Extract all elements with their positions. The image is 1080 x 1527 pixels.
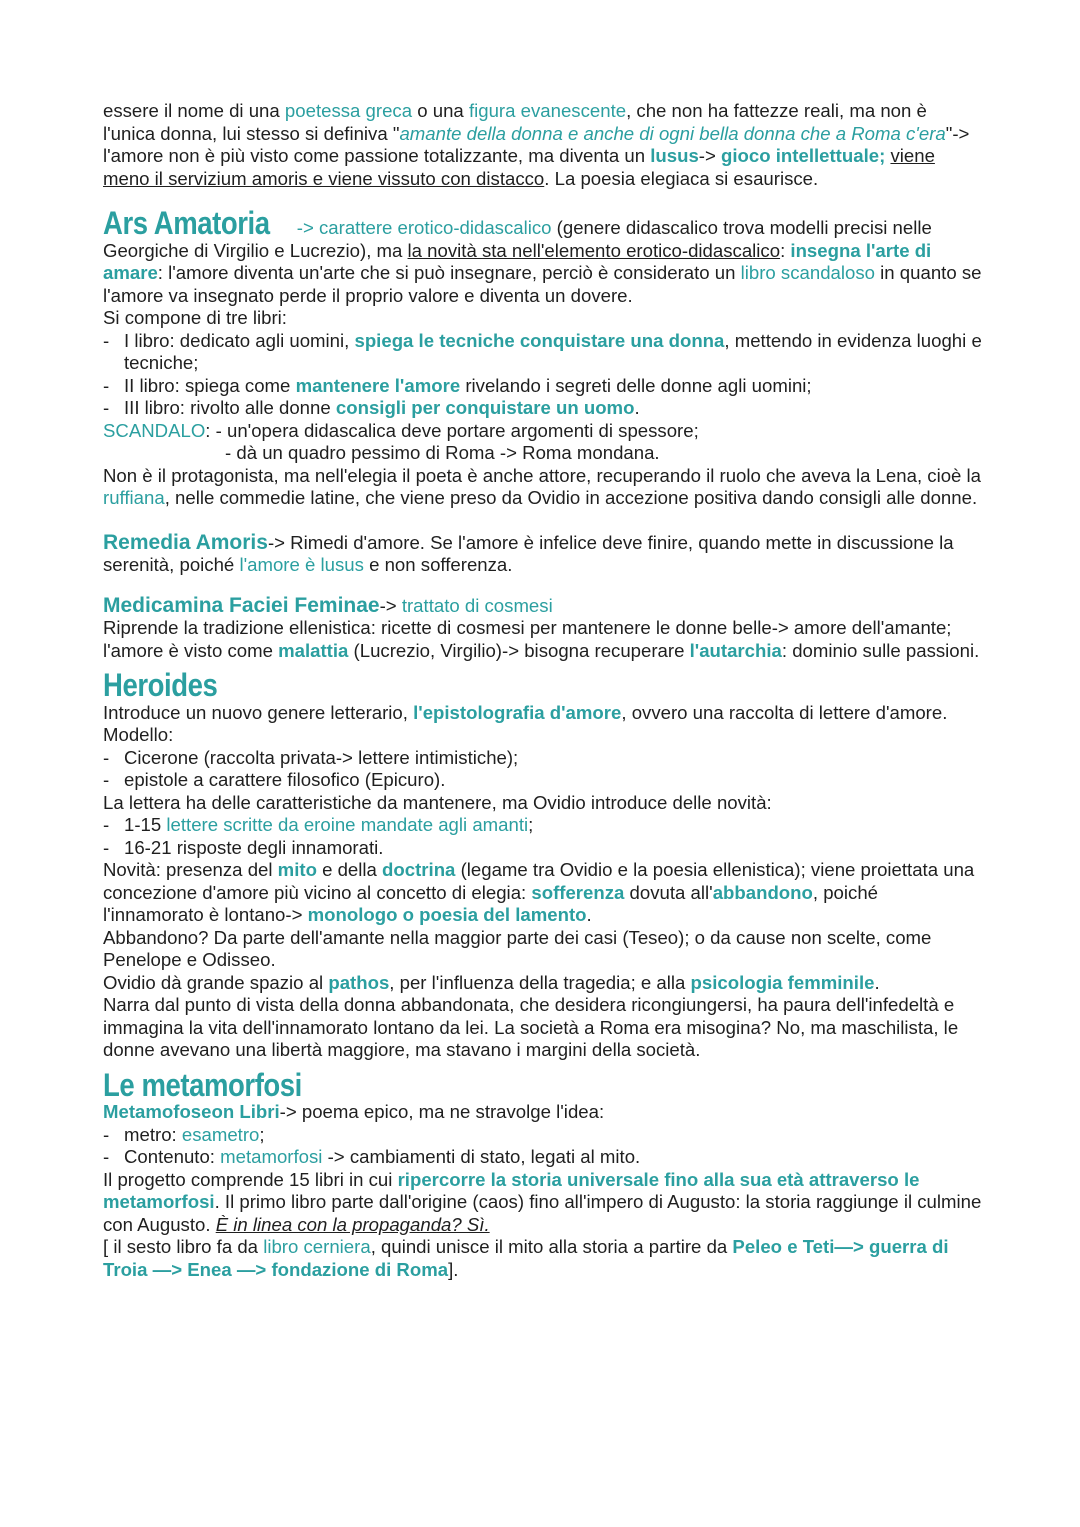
highlight: poetessa greca xyxy=(284,100,413,121)
scandalo-line xyxy=(103,420,983,443)
text: : xyxy=(780,239,791,261)
list-item: - 1-15 lettere scritte da eroine mandate agli amanti; xyxy=(103,814,983,837)
list-item: - Contenuto: metamorfosi -> cambiamenti di stato, legati al mito. xyxy=(103,1146,983,1169)
quote: amante della donna e anche di ogni bella donna che a Roma c'era xyxy=(399,122,946,144)
highlight: libro cerniera xyxy=(263,1236,371,1257)
highlight: l'amore è lusus xyxy=(239,554,364,575)
text: : l'amore diventa un'arte che si può insegnare, perciò è considerato un xyxy=(157,262,741,283)
keyword: mantenere l'amore xyxy=(295,374,461,396)
keyword: l'autarchia xyxy=(689,639,782,661)
text: o una xyxy=(412,100,469,121)
keyword: gioco intellettuale; xyxy=(721,145,886,166)
highlight: libro scandaloso xyxy=(740,262,875,283)
keyword: mito xyxy=(277,859,317,880)
list-item: - 16-21 risposte degli innamorati. xyxy=(103,837,983,860)
ars-amatoria-section xyxy=(103,205,983,307)
metamorfosi-list xyxy=(103,1124,983,1169)
heroides-heading xyxy=(103,667,983,703)
keyword: spiega le tecniche conquistare una donna xyxy=(354,329,725,351)
metamorfosi-progetto: Il progetto comprende 15 libri in cui ripercorre la storia universale fino alla sua età attraverso le metamorfosi. Il primo libro parte dall'origine (caos) fino all'impero di Augusto: la storia raggiunge il culmine con Augusto. È in linea con la propaganda? Sì. xyxy=(103,1168,982,1235)
text: . La poesia elegiaca si esaurisce. xyxy=(544,167,819,189)
highlight: ruffiana xyxy=(103,487,165,508)
list-item: - II libro: spiega come mantenere l'amore rivelando i segreti delle donne agli uomini; xyxy=(103,375,983,398)
keyword: insegna l'arte di amare xyxy=(103,239,932,283)
text: "-> l'amore non è più visto come passione totalizzante, ma diventa un xyxy=(103,122,970,166)
highlight: trattato di cosmesi xyxy=(401,594,553,616)
section-title: Heroides xyxy=(103,667,218,703)
text: Abbandono? Da parte dell'amante nella maggior parte dei casi (Teseo); o da cause non scelte, come Penelope e Odisseo. xyxy=(103,926,932,970)
keyword: Peleo e Teti—> guerra di Troia —> Enea —> fondazione di Roma xyxy=(103,1236,949,1280)
heroides-novita: Novità: presenza del mito e della doctrina (legame tra Ovidio e la poesia ellenistica); viene proiettata una concezione d'amore più vicino al concetto di elegia: sofferenza dovuta all'abbandono, poiché l'innamorato è lontano-> monologo o poesia del lamento. xyxy=(103,859,975,925)
novita-list xyxy=(103,814,983,859)
scandalo-line-2: - dà un quadro pessimo di Roma -> Roma mondana. xyxy=(225,442,660,463)
modelli-list xyxy=(103,747,983,792)
metamorfosi-heading xyxy=(103,1066,983,1103)
text: essere il nome di una xyxy=(103,100,285,121)
keyword: Metamofoseon Libri xyxy=(103,1101,280,1122)
keyword: consigli per conquistare un uomo xyxy=(335,397,635,418)
heroides-intro: Introduce un nuovo genere letterario, l'epistolografia d'amore, ovvero una raccolta di lettere d'amore. Modello: xyxy=(103,701,948,745)
highlight: carattere erotico-didascalico xyxy=(318,217,552,238)
document-page xyxy=(103,100,983,1281)
list-item: - I libro: dedicato agli uomini, spiega le tecniche conquistare una donna, mettendo in evidenza luoghi e tecniche; xyxy=(103,330,983,375)
keyword: abbandono xyxy=(712,881,813,903)
text: (genere didascalico trova modelli precisi nelle Georgiche di Virgilio e Lucrezio), ma xyxy=(103,217,932,261)
metamorfosi-intro: Metamofoseon Libri-> poema epico, ma ne stravolge l'idea: xyxy=(103,1101,605,1122)
keyword: malattia xyxy=(278,639,349,661)
highlight: SCANDALO xyxy=(103,419,206,441)
intro-paragraph xyxy=(103,100,983,190)
metamorfosi-cerniera: [ il sesto libro fa da libro cerniera, quindi unisce il mito alla storia a partire da Peleo e Teti—> guerra di Troia —> Enea —> fondazione di Roma]. xyxy=(103,1236,949,1280)
keyword: l'epistolografia d'amore xyxy=(413,701,622,723)
list-item: - III libro: rivolto alle donne consigli per conquistare un uomo. xyxy=(103,397,983,420)
section-title: Ars Amatoria xyxy=(103,205,270,241)
underlined-text: la novità sta nell'elemento erotico-didascalico xyxy=(407,239,781,261)
highlight: esametro xyxy=(181,1123,260,1145)
text: in quanto se l'amore va insegnato perde il proprio valore e diventa un dovere. xyxy=(103,262,982,306)
section-title: Medicamina Faciei Feminae xyxy=(103,593,380,617)
ars-note: Non è il protagonista, ma nell'elegia il poeta è anche attore, recuperando il ruolo che aveva la Lena, cioè la ruffiana, nelle commedie latine, che viene preso da Ovidio in accezione positiva dando consigli alle donne. xyxy=(103,464,982,508)
medicamina-text: Riprende la tradizione ellenistica: ricette di cosmesi per mantenere le donne belle-> amore dell'amante; l'amore è visto come malattia (Lucrezio, Virgilio)-> bisogna recuperare l'autarchia: dominio sulle passioni. xyxy=(103,617,980,661)
keyword: pathos xyxy=(328,971,390,993)
text: -> xyxy=(698,145,722,166)
text: La lettera ha delle caratteristiche da mantenere, ma Ovidio introduce delle novità: xyxy=(103,791,772,813)
text: Si compone di tre libri: xyxy=(103,307,287,328)
text: Narra dal punto di vista della donna abbandonata, che desidera ricongiungersi, ha paura dell'infedeltà e immagina la vita dell'innamorato lontano da lei. La società a Roma era misogina? No, ma maschilista, le donne avevano una libertà maggiore, ma stavano i margini della società. xyxy=(103,994,959,1060)
heroides-pathos: Ovidio dà grande spazio al pathos, per l'influenza della tragedia; e alla psicologia femminile. xyxy=(103,971,880,993)
text: , che non ha fattezze reali, ma non è l'unica donna, lui stesso si definiva " xyxy=(103,100,927,144)
medicamina-heading: Medicamina Faciei Feminae-> trattato di cosmesi xyxy=(103,593,553,617)
libri-list xyxy=(103,330,983,420)
keyword: doctrina xyxy=(382,859,456,880)
underlined-text: viene meno il servizium amoris e viene vissuto con distacco xyxy=(103,145,935,189)
list-item: - epistole a carattere filosofico (Epicuro). xyxy=(103,769,983,792)
underlined-text: È in linea con la propaganda? Sì. xyxy=(215,1213,490,1235)
list-item: - metro: esametro; xyxy=(103,1124,983,1147)
highlight: figura evanescente xyxy=(468,100,627,121)
highlight: metamorfosi xyxy=(220,1146,323,1167)
keyword: lusus xyxy=(650,145,699,166)
highlight: lettere scritte da eroine mandate agli amanti xyxy=(166,814,529,835)
section-title: Remedia Amoris xyxy=(103,530,268,554)
text: : - un'opera didascalica deve portare argomenti di spessore; xyxy=(205,419,699,441)
keyword: sofferenza xyxy=(531,881,625,903)
keyword: psicologia femminile xyxy=(690,971,875,993)
remedia-section: Remedia Amoris-> Rimedi d'amore. Se l'amore è infelice deve finire, quando mette in discussione la serenità, poiché l'amore è lusus e non sofferenza. xyxy=(103,530,954,575)
keyword: ripercorre la storia universale fino alla sua età attraverso le metamorfosi xyxy=(103,1168,920,1212)
list-item: - Cicerone (raccolta privata-> lettere intimistiche); xyxy=(103,747,983,770)
arrow: -> xyxy=(296,217,319,238)
keyword: monologo o poesia del lamento xyxy=(307,904,587,925)
section-title: Le metamorfosi xyxy=(103,1066,302,1103)
